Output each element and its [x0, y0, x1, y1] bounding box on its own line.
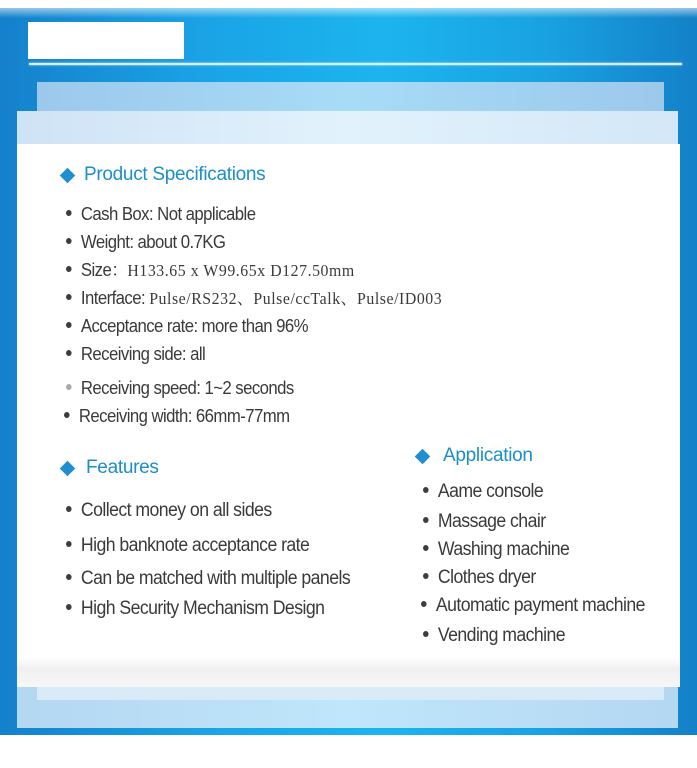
list-item: [66, 200, 442, 228]
list-item-text: Automatic payment machine: [435, 595, 645, 616]
list-item-text: Can be matched with multiple panels: [80, 568, 351, 589]
list-item: [66, 562, 350, 595]
list-item: [66, 228, 442, 256]
list-item: [66, 529, 350, 562]
list-item-text: Washing machine: [437, 539, 570, 560]
frame-sheen: [0, 8, 697, 18]
bullet-icon: [66, 238, 72, 244]
back-panel-middle: [17, 111, 678, 144]
list-item: [66, 284, 442, 312]
bullet-icon: [423, 487, 429, 493]
list-item-text: Receiving speed: 1~2 seconds: [80, 378, 294, 398]
list-item: [423, 508, 645, 536]
list-item: [66, 374, 442, 402]
bullet-icon: [66, 266, 72, 272]
list-item: [423, 536, 645, 564]
bullet-icon: [66, 294, 72, 300]
list-item-text: Aame console: [437, 481, 544, 502]
list-item: [66, 340, 442, 368]
bullet-icon: [66, 384, 72, 390]
list-item-text: Vending machine: [437, 625, 566, 646]
list-item-text: Weight: about 0.7KG: [80, 232, 226, 252]
list-item-value: H133.65 x W99.65x D127.50mm: [127, 261, 355, 280]
list-item-text: Collect money on all sides: [80, 500, 272, 521]
list-item: [66, 256, 442, 284]
features-list: [66, 494, 372, 625]
section-title-text: Features: [86, 457, 159, 478]
card-footer-shadow: [17, 657, 680, 687]
bullet-icon: [66, 541, 72, 547]
list-item: [423, 564, 645, 592]
section-title-application: [417, 444, 533, 468]
list-item: [64, 402, 442, 430]
bullet-icon: [64, 412, 70, 418]
list-item-value: Pulse/RS232、Pulse/ccTalk、Pulse/ID003: [149, 289, 443, 308]
section-title-text: Product Specifications: [84, 164, 266, 185]
bullet-icon: [66, 506, 72, 512]
list-item-text: Receiving side: all: [80, 344, 206, 364]
diamond-icon: [60, 167, 76, 183]
list-item-label: Size：: [80, 260, 128, 280]
bullet-icon: [421, 601, 427, 607]
list-item-text: Cash Box: Not applicable: [80, 204, 256, 224]
list-item-text: Clothes dryer: [437, 567, 536, 588]
application-list: [423, 478, 662, 650]
list-item-label: Interface:: [80, 288, 150, 308]
bullet-icon: [423, 631, 429, 637]
list-item-text: High banknote acceptance rate: [80, 535, 310, 556]
bullet-icon: [66, 322, 72, 328]
list-item-text: High Security Mechanism Design: [80, 598, 325, 619]
list-item-text: Acceptance rate: more than 96%: [80, 316, 308, 336]
section-title-text: Application: [443, 445, 533, 466]
diamond-icon: [415, 448, 431, 464]
section-title-features: [62, 456, 159, 480]
list-item: [66, 494, 350, 527]
title-box: [28, 22, 184, 59]
bullet-icon: [66, 210, 72, 216]
list-item: [66, 312, 442, 340]
bullet-icon: [423, 545, 429, 551]
diamond-icon: [60, 460, 76, 476]
list-item: [66, 592, 350, 625]
list-item: [423, 622, 645, 650]
bullet-icon: [66, 574, 72, 580]
section-title-product-specifications: [62, 163, 265, 187]
bullet-icon: [66, 604, 72, 610]
list-item: [423, 478, 645, 506]
spec-list: [66, 200, 471, 430]
bullet-icon: [423, 517, 429, 523]
bullet-icon: [66, 350, 72, 356]
bullet-icon: [423, 573, 429, 579]
list-item: [421, 592, 645, 620]
list-item-text: Receiving width: 66mm-77mm: [78, 406, 290, 426]
title-divider: [29, 63, 682, 65]
list-item-text: Massage chair: [437, 511, 546, 532]
